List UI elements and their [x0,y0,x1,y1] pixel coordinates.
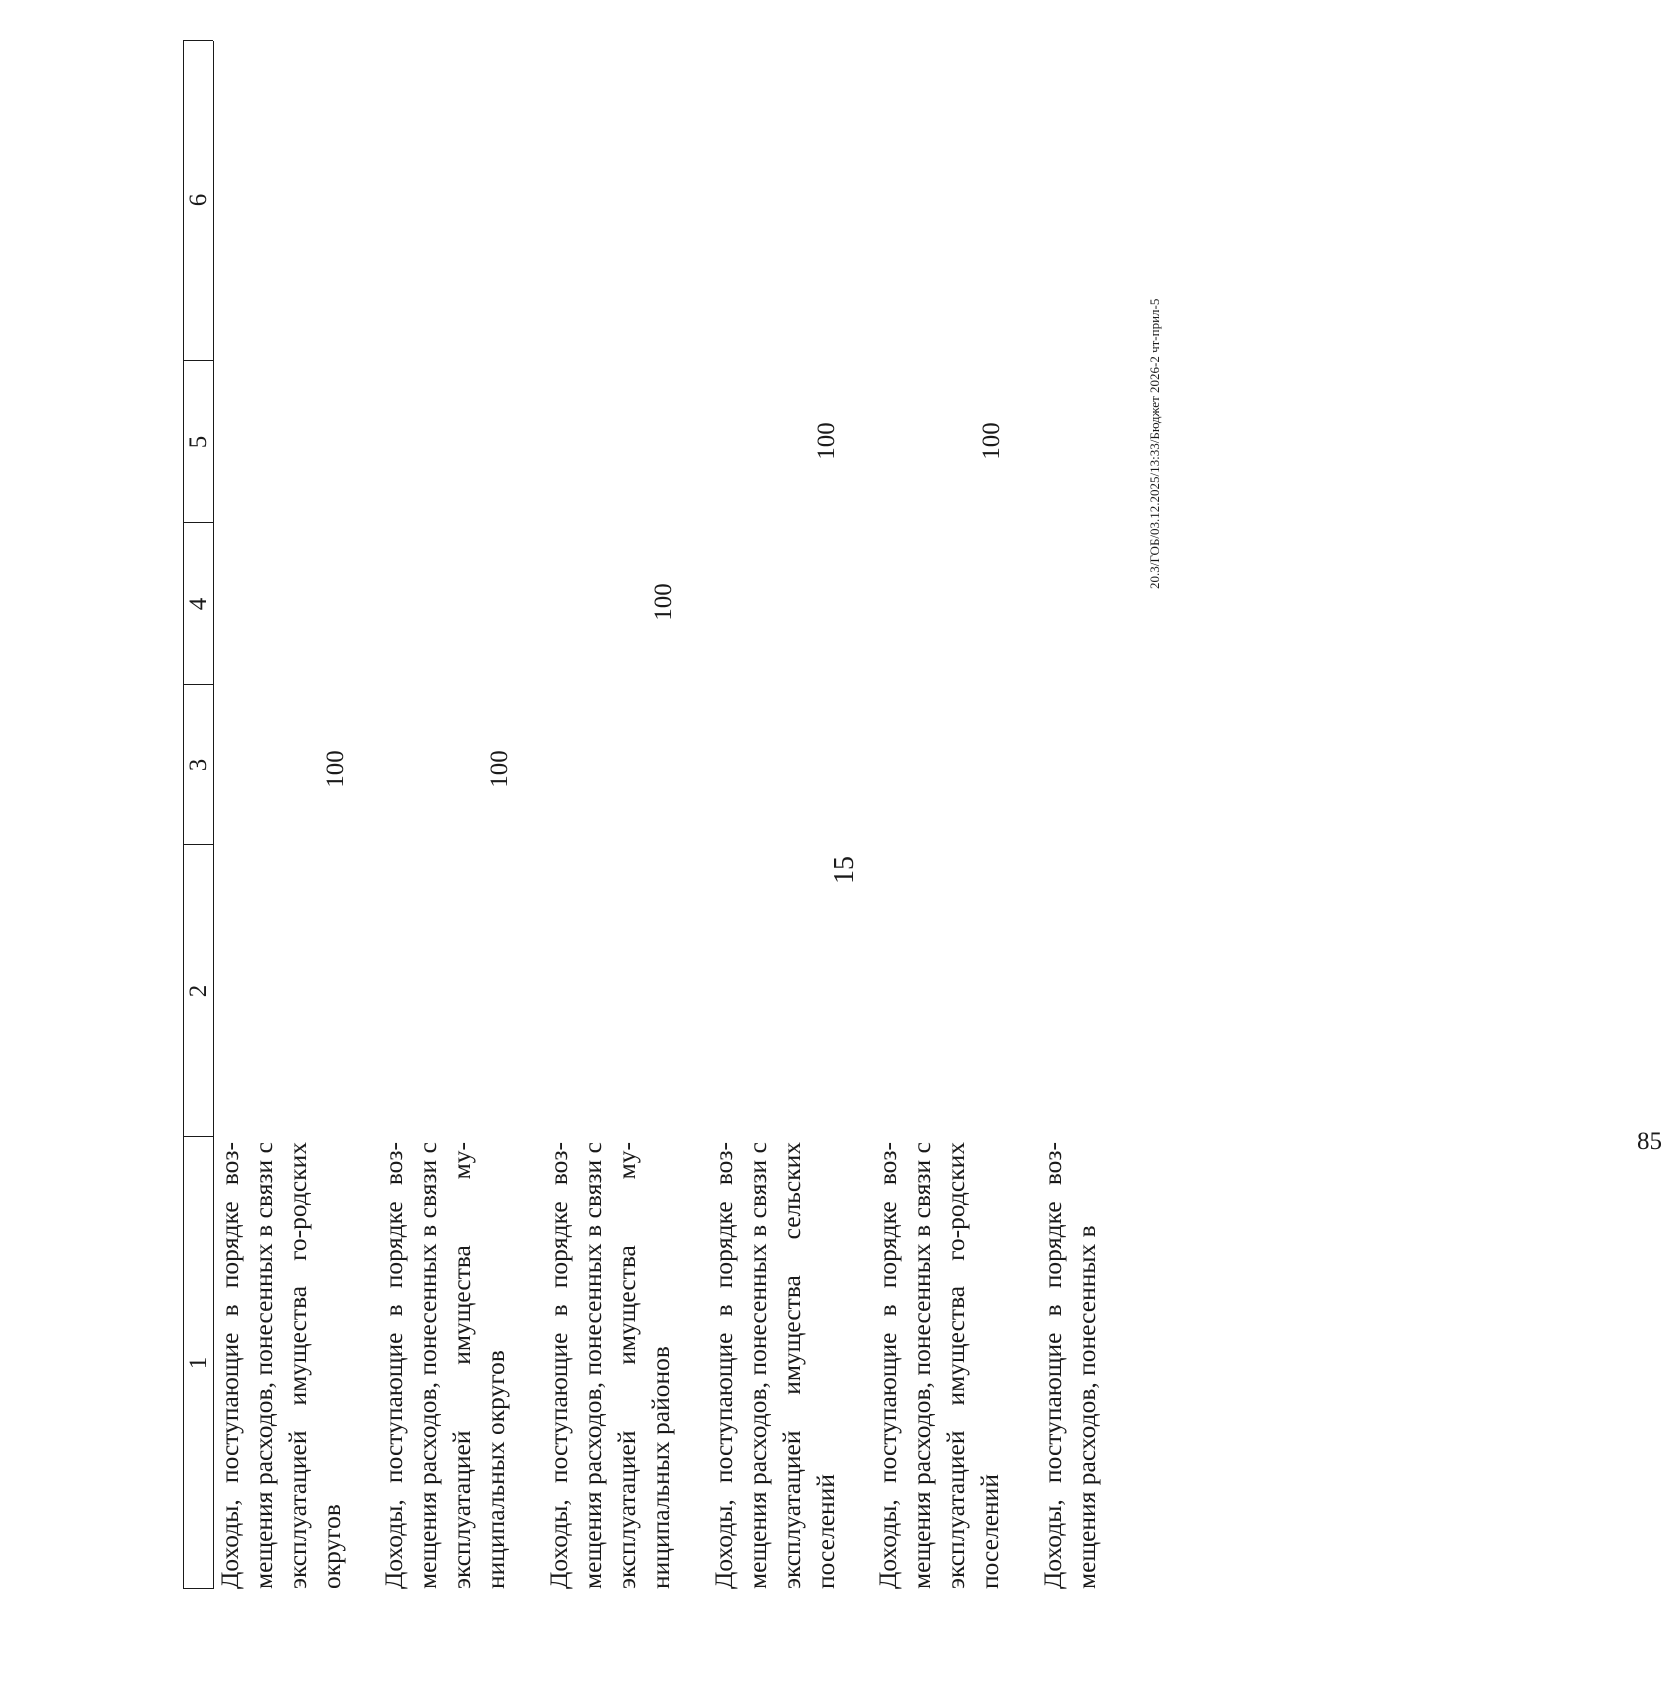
col-divider-2 [183,844,213,845]
column-header-1: 1 [185,1356,212,1370]
col-divider-4 [183,522,213,523]
column-header-6: 6 [185,193,212,207]
table-row-5-description: Доходы, поступающие в порядке воз-мещения расходов, понесенных в связи с эксплуатацией имущества го-родских поселений [873,1142,1004,1589]
table-row-5-col5-value: 100 [978,422,1005,460]
col-divider-3 [183,684,213,685]
column-header-3: 3 [185,758,212,772]
footer-stamp: 20.3/ГОБ/03.12.2025/13:33/Бюджет 2026-2 чт-прил-5 [1147,298,1162,589]
table-row-6-description: Доходы, поступающие в порядке воз-мещения расходов, понесенных в [1038,1142,1101,1589]
table-row-3-description: Доходы, поступающие в порядке воз-мещения расходов, понесенных в связи с эксплуатацией имущества му-ниципальных районов [544,1142,675,1589]
col-divider-1 [183,1136,213,1137]
table-left-border [183,1588,213,1589]
table-row-4-description: Доходы, поступающие в порядке воз-мещения расходов, понесенных в связи с эксплуатацией имущества сельских поселений [709,1142,840,1589]
col-divider-5 [183,360,213,361]
page-number: 15 [829,856,860,884]
table-row-1-col3-value: 100 [322,750,349,788]
table-row-2-col3-value: 100 [486,750,513,788]
column-header-4: 4 [185,597,212,611]
table-top-border [183,41,184,1589]
table-right-border [183,40,213,41]
sheet-number: 85 [1637,1128,1662,1155]
column-header-2: 2 [185,984,212,998]
table-row-2-description: Доходы, поступающие в порядке воз-мещения расходов, понесенных в связи с эксплуатацией имущества му-ниципальных округов [379,1142,510,1589]
table-row-3-col4-value: 100 [650,583,677,621]
column-header-5: 5 [185,435,212,449]
table-row-4-col5-value: 100 [813,422,840,460]
table-row-1-description: Доходы, поступающие в порядке воз-мещения расходов, понесенных в связи с эксплуатацией имущества го-родских округов [215,1142,346,1589]
